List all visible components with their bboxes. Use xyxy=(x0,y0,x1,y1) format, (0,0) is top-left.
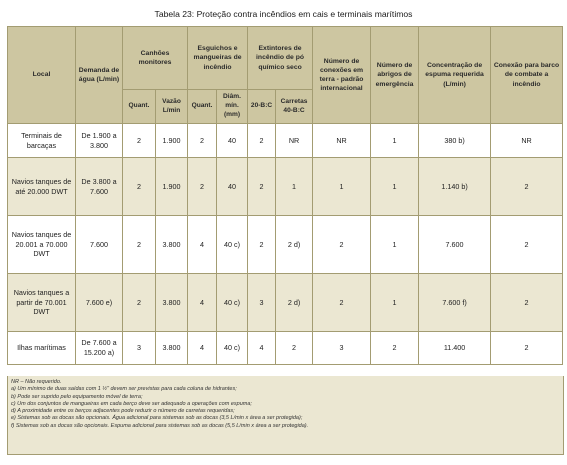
cell-esguichos-quant: 4 xyxy=(188,274,217,332)
cell-canhoes-quant: 2 xyxy=(123,216,156,274)
cell-extintores-carretas: 1 xyxy=(276,158,313,216)
cell-esguichos-quant: 4 xyxy=(188,216,217,274)
cell-local: Navios tanques de até 20.000 DWT xyxy=(8,158,76,216)
cell-conexao-barco: 2 xyxy=(491,216,563,274)
cell-espuma: 380 b) xyxy=(419,124,491,158)
cell-demanda: 7.600 xyxy=(76,216,123,274)
note-b: b) Pode ser suprido pelo equipamento móvel de terra; xyxy=(11,393,143,400)
cell-demanda: 7.600 e) xyxy=(76,274,123,332)
table-row xyxy=(8,124,563,158)
fire-protection-table xyxy=(7,26,563,365)
cell-demanda: De 7.600 a 15.200 a) xyxy=(76,332,123,365)
cell-canhoes-quant: 2 xyxy=(123,124,156,158)
cell-extintores-carretas: 2 d) xyxy=(276,274,313,332)
cell-esguichos-diam: 40 xyxy=(217,158,248,216)
header-local: Local xyxy=(8,27,76,124)
table-row xyxy=(8,158,563,216)
note-c: c) Um dos conjuntos de mangueiras em cada berço deve ser adequado a operações com espuma; xyxy=(11,400,252,407)
table-container xyxy=(7,26,562,365)
cell-extintores-20bc: 2 xyxy=(248,158,276,216)
cell-canhoes-vazao: 3.800 xyxy=(156,274,188,332)
note-d: d) A proximidade entre os berços adjacentes pode reduzir o número de carretas requeridas; xyxy=(11,408,235,414)
header-abrigos: Número de abrigos de emergência xyxy=(371,27,419,124)
cell-conexoes: 2 xyxy=(313,274,371,332)
cell-conexao-barco: 2 xyxy=(491,274,563,332)
cell-extintores-carretas: NR xyxy=(276,124,313,158)
cell-canhoes-vazao: 3.800 xyxy=(156,216,188,274)
note-a: a) Um mínimo de duas saídas com 1 ½" devem ser previstas para cada coluna de hidrantes; xyxy=(11,386,237,393)
header-canhoes-quant: Quant. xyxy=(123,90,156,124)
note-e: e) Sistemas sob as docas são opcionais. Água adicional para sistemas sob as docas (3,5 L/min x área a ser protegida); xyxy=(11,415,303,422)
header-esguichos: Esguichos e mangueiras de incêndio xyxy=(188,27,248,90)
cell-espuma: 7.600 xyxy=(419,216,491,274)
cell-canhoes-vazao: 1.900 xyxy=(156,158,188,216)
cell-conexoes: NR xyxy=(313,124,371,158)
header-extintores: Extintores de incêndio de pó químico seco xyxy=(248,27,313,90)
cell-canhoes-quant: 2 xyxy=(123,274,156,332)
cell-extintores-20bc: 2 xyxy=(248,124,276,158)
header-canhoes-vazao: Vazão L/min xyxy=(156,90,188,124)
header-esguichos-diam: Diâm. mín. (mm) xyxy=(217,90,248,124)
note-f: f) Sistemas sob as docas são opcionais. Espuma adicional para sistemas sob as docas (5,5 L/min x área a ser protegida). xyxy=(11,422,309,429)
cell-abrigos: 1 xyxy=(371,216,419,274)
header-esguichos-quant: Quant. xyxy=(188,90,217,124)
cell-esguichos-diam: 40 xyxy=(217,124,248,158)
cell-local: Navios tanques a partir de 70.001 DWT xyxy=(8,274,76,332)
cell-abrigos: 1 xyxy=(371,158,419,216)
cell-abrigos: 2 xyxy=(371,332,419,365)
cell-demanda: De 1.900 a 3.800 xyxy=(76,124,123,158)
cell-extintores-20bc: 2 xyxy=(248,216,276,274)
header-extintores-20bc: 20-B:C xyxy=(248,90,276,124)
cell-abrigos: 1 xyxy=(371,124,419,158)
table-row xyxy=(8,274,563,332)
header-canhoes: Canhões monitores xyxy=(123,27,188,90)
header-demanda: Demanda de água (L/min) xyxy=(76,27,123,124)
cell-local: Navios tanques de 20.001 a 70.000 DWT xyxy=(8,216,76,274)
table-notes xyxy=(7,376,564,455)
cell-espuma: 11.400 xyxy=(419,332,491,365)
note-nr: NR – Não requerido. xyxy=(11,379,62,385)
table-row xyxy=(8,332,563,365)
cell-extintores-carretas: 2 xyxy=(276,332,313,365)
cell-espuma: 7.600 f) xyxy=(419,274,491,332)
cell-conexao-barco: NR xyxy=(491,124,563,158)
cell-canhoes-vazao: 1.900 xyxy=(156,124,188,158)
cell-conexoes: 3 xyxy=(313,332,371,365)
cell-esguichos-diam: 40 c) xyxy=(217,216,248,274)
cell-esguichos-quant: 2 xyxy=(188,124,217,158)
cell-conexoes: 2 xyxy=(313,216,371,274)
cell-esguichos-diam: 40 c) xyxy=(217,274,248,332)
table-row xyxy=(8,216,563,274)
cell-esguichos-diam: 40 c) xyxy=(217,332,248,365)
cell-esguichos-quant: 4 xyxy=(188,332,217,365)
header-espuma: Concentração de espuma requerida (L/min) xyxy=(419,27,491,124)
cell-extintores-carretas: 2 d) xyxy=(276,216,313,274)
cell-abrigos: 1 xyxy=(371,274,419,332)
header-extintores-carretas: Carretas 40-B:C xyxy=(276,90,313,124)
cell-conexao-barco: 2 xyxy=(491,332,563,365)
cell-conexoes: 1 xyxy=(313,158,371,216)
cell-extintores-20bc: 4 xyxy=(248,332,276,365)
cell-local: Ilhas marítimas xyxy=(8,332,76,365)
header-conexoes: Número de conexões em terra - padrão internacional xyxy=(313,27,371,124)
table-title: Tabela 23: Proteção contra incêndios em cais e terminais marítimos xyxy=(154,9,413,19)
cell-canhoes-quant: 2 xyxy=(123,158,156,216)
cell-local: Terminais de barcaças xyxy=(8,124,76,158)
cell-extintores-20bc: 3 xyxy=(248,274,276,332)
cell-demanda: De 3.800 a 7.600 xyxy=(76,158,123,216)
cell-canhoes-quant: 3 xyxy=(123,332,156,365)
cell-canhoes-vazao: 3.800 xyxy=(156,332,188,365)
cell-conexao-barco: 2 xyxy=(491,158,563,216)
header-conexao-barco: Conexão para barco de combate a incêndio xyxy=(491,27,563,124)
cell-esguichos-quant: 2 xyxy=(188,158,217,216)
cell-espuma: 1.140 b) xyxy=(419,158,491,216)
